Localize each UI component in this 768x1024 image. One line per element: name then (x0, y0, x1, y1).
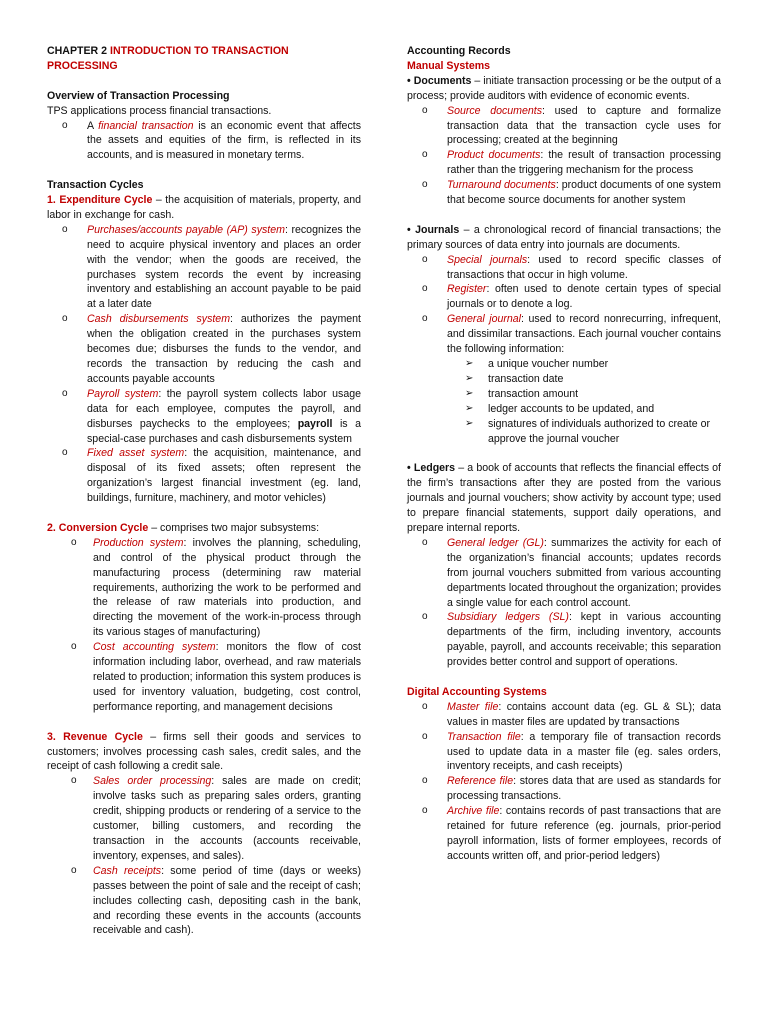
manual-heading: Manual Systems (407, 59, 491, 72)
voucher-item: ➢ a unique voucher number (465, 358, 609, 371)
list-item: o General ledger (GL): summarizes the activity for each of the organization’s financial accounts; updates records from journal vouchers submitted from various accounting departments located throughout the organization; provides a single value for each control account. (422, 536, 721, 609)
list-item: o Turnaround documents: product documents of one system that become source documents for another system (422, 179, 721, 207)
voucher-item: ➢ signatures of individuals authorized to create or approve the journal voucher (465, 417, 711, 445)
list-item: o Special journals: used to record specific classes of transactions that occur in high volume. (422, 253, 721, 281)
list-item: o Master file: contains account data (eg. GL & SL); data values in master files are updated by transactions (422, 700, 721, 728)
list-item: o Cash disbursements system: authorizes the payment when the obligation created in the purchases system becomes due; disburses the funds to the vendor, and records the transaction by reducing the cash and accounts payable accounts (62, 313, 361, 385)
arrow-icon: ➢ (465, 358, 474, 370)
voucher-item: ➢ transaction date (465, 372, 564, 385)
list-item: o A financial transaction is an economic event that affects the assets and equities of the firm, is reflected in its accounts, and is measured in monetary terms. (62, 119, 361, 162)
list-item: o Archive file: contains records of past transactions that are retained for future reference (eg. journals, prior-period payroll information, lists of former employees, records of accounts written off, and prior-period ledgers) (422, 805, 721, 862)
list-item: o Sales order processing: sales are made on credit; involve tasks such as preparing sales orders, granting credit, shipping products or rendering of a service to the customer, billing customers, and recording the transaction in the accounts (accounts receivable, inventory, expenses, and sales). (71, 775, 361, 862)
arrow-icon: ➢ (465, 417, 474, 429)
list-item: o Source documents: used to capture and formalize transaction data that the transaction cycle uses for processing; created at the beginning (422, 104, 721, 147)
arrow-icon: ➢ (465, 387, 474, 399)
list-item: o Production system: involves the planning, scheduling, and control of the physical product through the manufacturing process (determining raw material requirements, authorizing the work to be performed and the release of raw materials into production, and directing the movement of the work-in-process through its various stages of manufacturing) (71, 536, 362, 639)
arrow-icon: ➢ (465, 402, 474, 414)
revenue-cycle: 3. Revenue Cycle – firms sell their goods and services to customers; involves processing cash sales, credit sales, and the receipt of cash following a credit sale. (47, 730, 361, 773)
list-item: o Fixed asset system: the acquisition, maintenance, and disposal of its fixed assets; often represent the organization’s largest financial investment (eg. land, buildings, furniture, machinery, and motor vehicles) (62, 447, 361, 505)
chapter-heading: CHAPTER 2 INTRODUCTION TO TRANSACTION PROCESSING (47, 45, 289, 72)
list-item: o Cash receipts: some period of time (days or weeks) passes between the point of sale and the receipt of cash; includes collecting cash, depositing cash in the bank, and recording these events in the accounts (accounts receivable and cash). (71, 864, 361, 937)
list-item: o Product documents: the result of transaction processing rather than the triggering mechanism for the process (422, 149, 721, 177)
digital-heading: Digital Accounting Systems (407, 685, 547, 698)
list-item: o Reference file: stores data that are used as standards for processing transactions. (422, 775, 721, 803)
list-item: o General journal: used to record nonrecurring, infrequent, and dissimilar transactions. Each journal voucher contains the following information: (422, 313, 721, 356)
ledgers-intro: • Ledgers – a book of accounts that reflects the financial effects of the firm’s transactions after they are posted from the various journals and journal vouchers; show activity by account type; used to prepare financial statements, support daily operations, and prepare internal reports. (407, 462, 721, 534)
right-column (407, 44, 721, 864)
cycles-heading: Transaction Cycles (47, 179, 144, 192)
documents-intro: • Documents – initiate transaction processing or be the output of a process; provide auditors with evidence of economic events. (407, 74, 721, 102)
expenditure-cycle: 1. Expenditure Cycle – the acquisition of materials, property, and labor in exchange for cash. (47, 194, 361, 221)
list-item: o Subsidiary ledgers (SL): kept in various accounting departments of the firm, including inventory, accounts payable, payroll, and accounts receivable; this separation provides better control and support of operations. (422, 611, 721, 669)
list-item: o Purchases/accounts payable (AP) system: recognizes the need to acquire physical inventory and places an order with the vendor; when the goods are received, the purchases system records the event by increasing inventory and establishing an account payable to be paid at a later date (62, 223, 361, 311)
list-item: o Register: often used to denote certain types of special journals or to denote a log. (422, 283, 721, 311)
voucher-item: ➢ ledger accounts to be updated, and (465, 402, 655, 415)
records-heading: Accounting Records (407, 45, 511, 57)
conversion-cycle: 2. Conversion Cycle – comprises two major subsystems: (47, 521, 320, 534)
overview-text: TPS applications process financial transactions. (47, 104, 272, 117)
voucher-item: ➢ transaction amount (465, 387, 579, 400)
list-item: o Transaction file: a temporary file of transaction records used to update data in a master file (eg. sales orders, inventory receipts, and cash receipts) (422, 730, 721, 773)
list-item: o Payroll system: the payroll system collects labor usage data for each employee, computes the payroll, and disburses paychecks to the employees; payroll is a special-case purchases and cash disbursements system (62, 387, 361, 445)
arrow-icon: ➢ (465, 372, 474, 384)
left-column (47, 44, 361, 938)
list-item: o Cost accounting system: monitors the flow of cost information including labor, overhead, and raw materials related to production; information this system produces is used for inventory valuation, budgeting, cost control, performance reporting, and management decisions (71, 641, 361, 713)
journals-intro: • Journals – a chronological record of financial transactions; the primary sources of data entry into journals are documents. (407, 223, 721, 251)
overview-heading: Overview of Transaction Processing (47, 89, 230, 102)
